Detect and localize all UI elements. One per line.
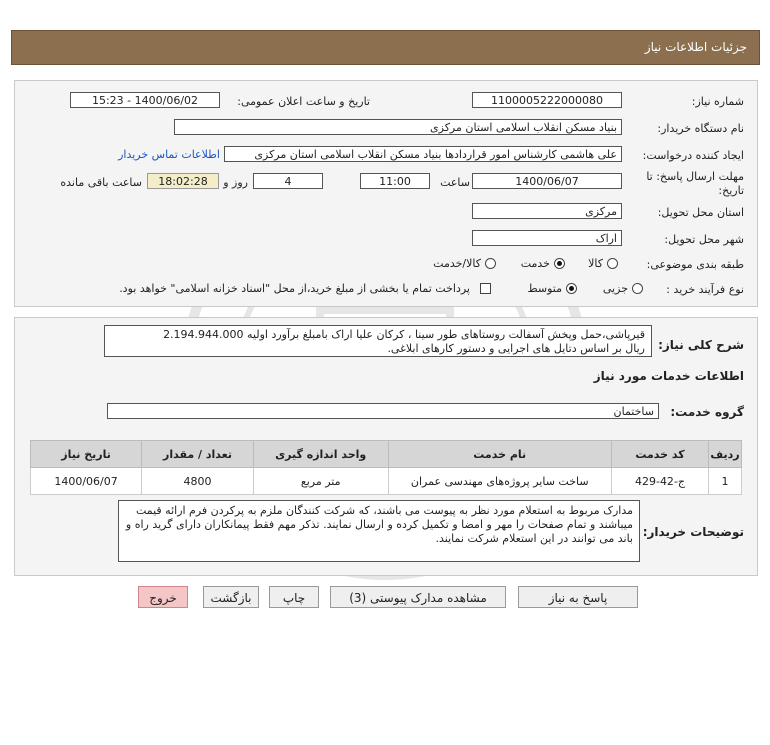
- description-label: شرح کلی نیاز:: [658, 338, 744, 352]
- deadline-date-field: 1400/06/07: [472, 173, 622, 189]
- category-label: طبقه بندی موضوعی:: [646, 258, 744, 271]
- category-option-service: خدمت: [520, 257, 550, 270]
- col-header-name: نام خدمت: [388, 441, 611, 468]
- category-option-goods: کالا: [588, 257, 603, 270]
- col-header-row: ردیف: [709, 441, 742, 468]
- window-titlebar: [11, 30, 760, 65]
- services-table-header: [31, 441, 742, 468]
- buyer-contact-link[interactable]: اطلاعات تماس خریدار: [118, 148, 220, 161]
- days-label: روز و: [223, 176, 248, 189]
- service-group-label: گروه خدمت:: [670, 405, 744, 419]
- col-header-code: کد خدمت: [611, 441, 708, 468]
- category-radio-goods-service[interactable]: [485, 258, 496, 269]
- need-details-panel: [14, 80, 758, 307]
- view-attachments-button[interactable]: مشاهده مدارک پیوستی (3): [330, 586, 506, 608]
- window-title: جزئیات اطلاعات نیاز: [644, 40, 747, 54]
- buyer-notes-box: مدارک مربوط به استعلام مورد نظر به پیوست می باشند، که شرکت کنندگان ملزم به پرکردن فرم ارائه قیمت میباشند و تمام صفحات را مهر و امضا و تکمیل کرده و ارسال نمایند. تذکر مهم فقط پیمانکاران دارای گرید راه و باند می توانند در این استعلام شرکت نمایند.: [118, 500, 640, 562]
- description-box: [104, 325, 652, 357]
- print-button[interactable]: چاپ: [269, 586, 319, 608]
- deadline-time-field: 11:00: [360, 173, 430, 189]
- deadline-time-label: ساعت: [440, 176, 470, 189]
- buyer-org-label: نام دستگاه خریدار:: [657, 122, 744, 135]
- purchase-process-label: نوع فرآیند خرید :: [666, 283, 744, 296]
- cell-code: ج-42-429: [611, 468, 708, 495]
- cell-qty: 4800: [142, 468, 254, 495]
- province-label: استان محل تحویل:: [657, 206, 744, 219]
- services-table: [30, 440, 742, 495]
- table-row: [31, 468, 742, 495]
- process-option-minor: جزیی: [602, 282, 628, 295]
- service-group-field: ساختمان: [107, 403, 659, 419]
- process-radio-minor[interactable]: [632, 283, 643, 294]
- requester-label: ایجاد کننده درخواست:: [642, 149, 744, 162]
- remaining-time-label: ساعت باقی مانده: [60, 176, 142, 189]
- deadline-label-line1: مهلت ارسال پاسخ: تا: [646, 170, 744, 183]
- category-radio-service[interactable]: [554, 258, 565, 269]
- category-option-goods-service: کالا/خدمت: [433, 257, 481, 270]
- category-radio-goods[interactable]: [607, 258, 618, 269]
- exit-button[interactable]: خروج: [138, 586, 188, 608]
- back-button[interactable]: بازگشت: [203, 586, 259, 608]
- city-label: شهر محل تحویل:: [664, 233, 744, 246]
- reply-to-need-button[interactable]: پاسخ به نیاز: [518, 586, 638, 608]
- process-option-medium: متوسط: [527, 282, 562, 295]
- cell-unit: متر مربع: [253, 468, 388, 495]
- description-line-1: قیرپاشی،حمل وپخش آسفالت روستاهای طور سینا ، کرکان علیا اراک بامبلغ برآورد اولیه 2.194.944.000: [163, 328, 645, 341]
- process-radio-medium[interactable]: [566, 283, 577, 294]
- cell-name: ساخت سایر پروژه‌های مهندسی عمران: [388, 468, 611, 495]
- announce-datetime-label: تاریخ و ساعت اعلان عمومی:: [237, 95, 370, 108]
- province-field: مرکزی: [472, 203, 622, 219]
- treasury-payment-note: پرداخت تمام یا بخشی از مبلغ خرید،از محل "اسناد خزانه اسلامی" خواهد بود.: [119, 282, 470, 295]
- treasury-payment-checkbox[interactable]: [480, 283, 491, 294]
- col-header-unit: واحد اندازه گیری: [253, 441, 388, 468]
- col-header-qty: تعداد / مقدار: [142, 441, 254, 468]
- days-remaining-field: 4: [253, 173, 323, 189]
- col-header-date: تاریخ نیاز: [31, 441, 142, 468]
- city-field: اراک: [472, 230, 622, 246]
- description-line-2: ریال بر اساس دتایل های اجرایی و دستور کارهای ابلاغی.: [387, 342, 645, 355]
- deadline-label-line2: تاریخ:: [718, 184, 744, 197]
- need-number-label: شماره نیاز:: [691, 95, 744, 108]
- cell-row: 1: [709, 468, 742, 495]
- announce-datetime-field: 1400/06/02 - 15:23: [70, 92, 220, 108]
- requester-field: علی هاشمی کارشناس امور قراردادها بنیاد مسکن انقلاب اسلامی استان مرکزی: [224, 146, 622, 162]
- need-number-field: 1100005222000080: [472, 92, 622, 108]
- cell-date: 1400/06/07: [31, 468, 142, 495]
- remaining-time-field: 18:02:28: [147, 173, 219, 189]
- services-section-title: اطلاعات خدمات مورد نیاز: [593, 369, 744, 383]
- buyer-notes-label: توضیحات خریدار:: [642, 525, 744, 539]
- buyer-org-field: بنیاد مسکن انقلاب اسلامی استان مرکزی: [174, 119, 622, 135]
